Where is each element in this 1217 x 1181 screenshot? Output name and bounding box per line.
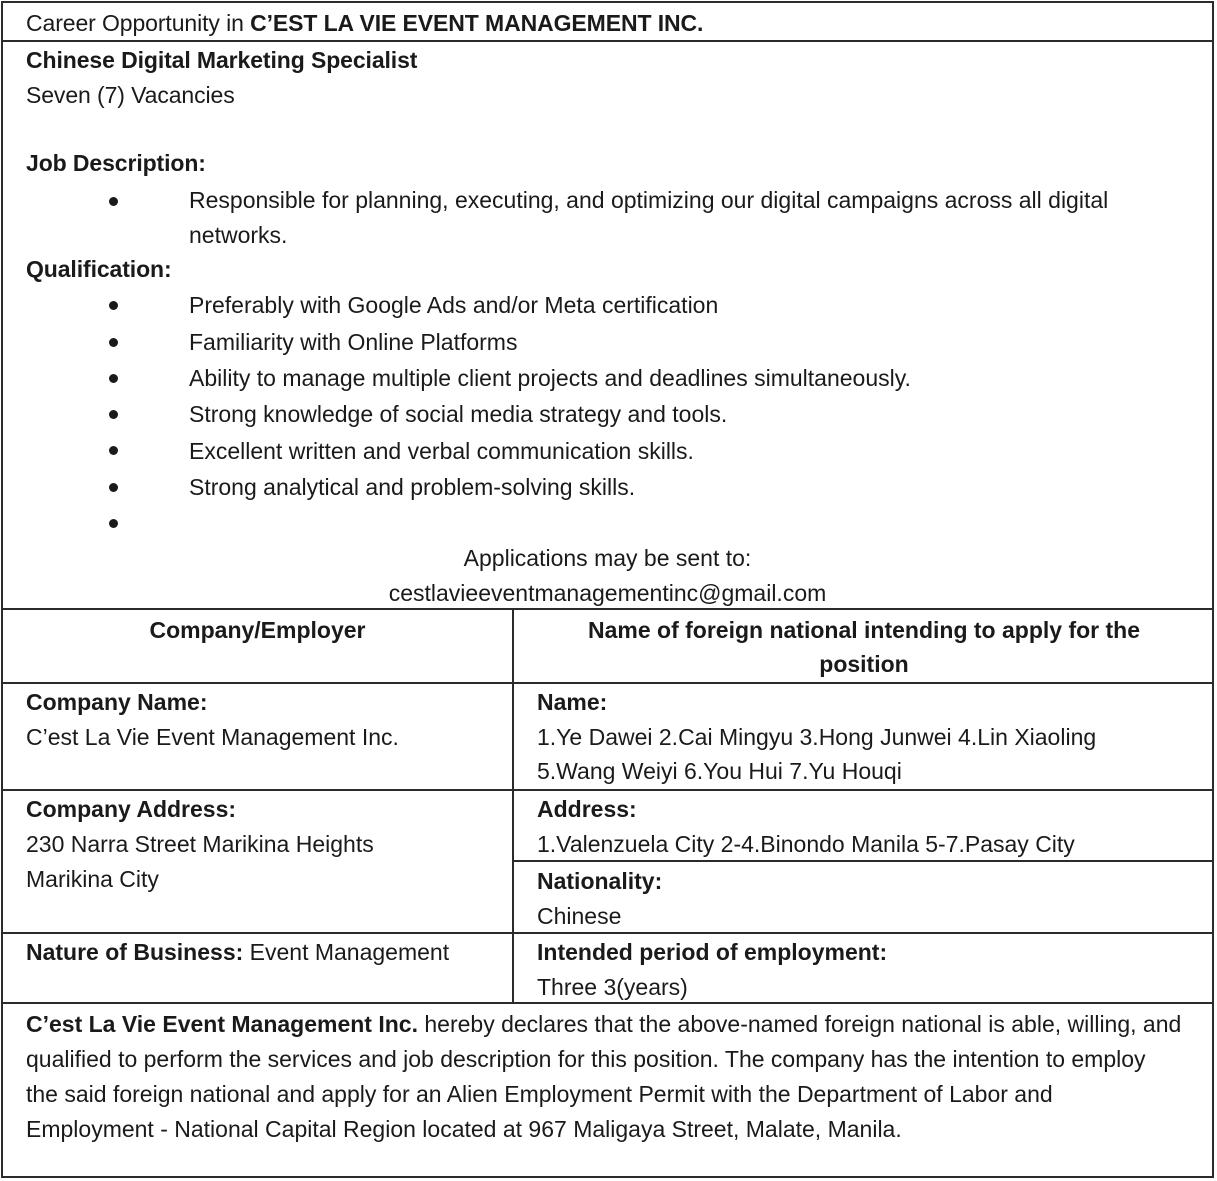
nationality: Chinese [537,903,622,929]
company-address-label: Company Address: [26,796,237,822]
name-label: Name: [537,689,608,715]
vacancies: Seven (7) Vacancies [26,82,235,108]
address-label: Address: [537,796,637,822]
business-label: Nature of Business: [26,939,244,965]
period: Three 3(years) [537,974,688,1000]
header-prefix: Career Opportunity in [26,10,251,36]
qualification-item: Strong knowledge of social media strategy and tools. [189,401,728,427]
names-line: 1.Ye Dawei 2.Cai Mingyu 3.Hong Junwei 4.Lin Xiaoling [537,724,1097,750]
table-header-right-line1: Name of foreign national intending to apply for the [588,617,1140,643]
bullet [109,197,118,206]
applications-email[interactable]: cestlavieeventmanagementinc@gmail.com [388,580,827,606]
company-name-label: Company Name: [26,689,208,715]
business-value: Event Management [243,939,450,965]
divider [3,932,1212,934]
bullet [109,446,118,455]
declaration-text: hereby declares that the above-named foreign national is able, willing, and qualified to perform the services and job description for this position. The company has the intention to employ the said foreign national and apply for an Alien Employment Permit with the Department of Labor and Employment - National Capital Region located at 967 Maligaya Street, Malate, Manila. [26,1011,1182,1142]
header-company: C’EST LA VIE EVENT MANAGEMENT INC. [250,10,704,36]
company-name: C’est La Vie Event Management Inc. [26,724,399,750]
divider [3,608,1212,610]
job-description-heading: Job Description: [26,150,206,176]
header-line [26,6,703,41]
bullet [109,410,118,419]
qualification-item: Excellent written and verbal communication skills. [189,438,694,464]
bullet [109,374,118,383]
divider [3,40,1212,42]
divider [3,1002,1212,1004]
nationality-label: Nationality: [537,868,663,894]
names-line: 5.Wang Weiyi 6.You Hui 7.Yu Houqi [537,758,902,784]
job-description-item: Responsible for planning, executing, and optimizing our digital campaigns across all digital [189,187,1109,213]
position-title: Chinese Digital Marketing Specialist [26,47,418,73]
qualification-item: Ability to manage multiple client projects and deadlines simultaneously. [189,365,911,391]
bullet [109,301,118,310]
address: 1.Valenzuela City 2-4.Binondo Manila 5-7.Pasay City [537,831,1075,857]
job-description-item-cont: networks. [189,222,288,248]
table-header-right-line2: position [819,651,909,677]
qualification-item: Strong analytical and problem-solving skills. [189,474,636,500]
bullet [109,519,118,528]
company-address: 230 Narra Street Marikina Heights [26,831,374,857]
applications-label: Applications may be sent to: [463,545,752,571]
divider [3,682,1212,684]
job-posting-document [1,1,1214,1178]
table-header-right [514,613,1214,681]
nature-of-business [26,935,449,970]
table-header-left: Company/Employer [149,617,366,643]
qualification-item: Familiarity with Online Platforms [189,329,518,355]
divider [3,789,1212,791]
qualification-heading: Qualification: [26,256,172,282]
bullet [109,483,118,492]
declaration [26,1007,1182,1147]
qualification-item: Preferably with Google Ads and/or Meta certification [189,292,719,318]
company-address: Marikina City [26,866,159,892]
divider [512,860,1212,862]
declaration-company: C’est La Vie Event Management Inc. [26,1011,418,1037]
bullet [109,338,118,347]
period-label: Intended period of employment: [537,939,888,965]
